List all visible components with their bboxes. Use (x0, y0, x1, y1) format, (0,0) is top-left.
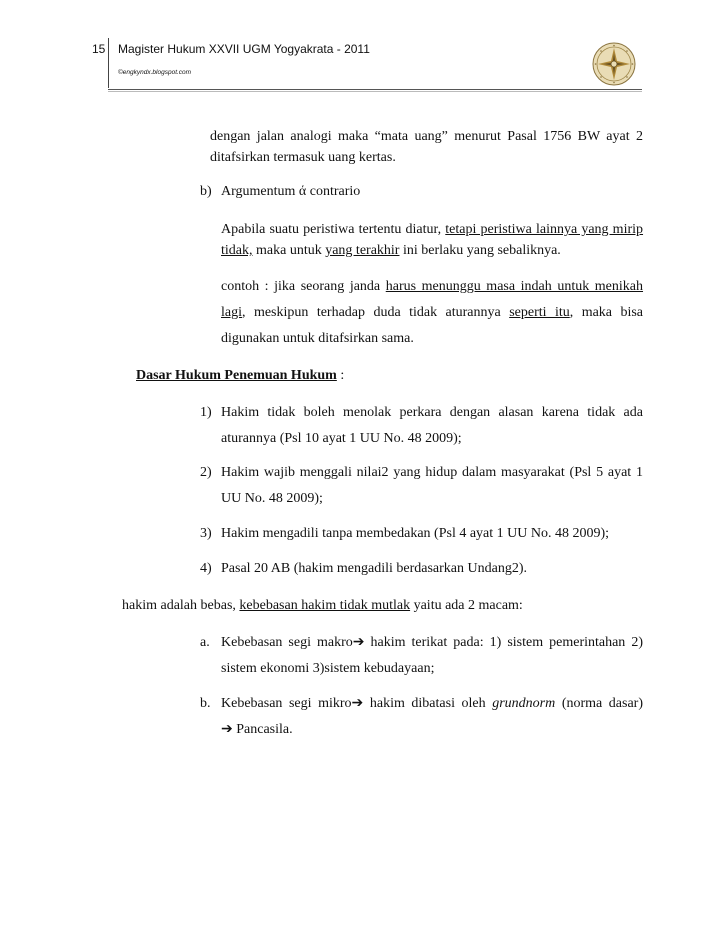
apabila-text-1: Apabila suatu peristiwa tertentu diatur, (221, 222, 442, 237)
header-rule (108, 89, 642, 90)
bebas-underlined: kebebasan hakim tidak mutlak (239, 598, 411, 613)
header-rule-shadow (108, 91, 642, 92)
kebebasan-intro (122, 595, 642, 616)
dasar-hukum-heading: Dasar Hukum Penemuan Hukum (136, 368, 337, 383)
section-heading (136, 365, 344, 386)
header-subtitle: ©engkyndx.blogspot.com (118, 69, 192, 76)
apabila-line-1 (221, 219, 643, 240)
contoh-underlined-1: harus menunggu masa indah untuk menikah (385, 279, 644, 294)
item-1-line-1: Hakim tidak boleh menolak perkara dengan alasan karena tidak ada (221, 405, 643, 420)
bebas-text-1: hakim adalah bebas, (122, 598, 236, 613)
contoh-line-2 (221, 302, 643, 323)
item-2-line-2: UU No. 48 2009); (221, 491, 323, 506)
contoh-underlined-2: lagi (221, 305, 242, 320)
item-3-label: 3) (200, 526, 212, 541)
apabila-underlined-2: tidak, (221, 243, 253, 258)
apabila-underlined-3: yang terakhir (325, 243, 400, 258)
list-label-a: a. (200, 635, 210, 650)
header-title: Magister Hukum XXVII UGM Yogyakrata - 2011 (118, 42, 370, 56)
item-1-line-2: aturannya (Psl 10 ayat 1 UU No. 48 2009); (221, 431, 462, 446)
mikro-text-1: Kebebasan segi mikro➔ hakim dibatasi oleh (221, 696, 486, 711)
contoh-line-3: digunakan untuk ditafsirkan sama. (221, 331, 414, 346)
analogi-line-1: dengan jalan analogi maka “mata uang” menurut Pasal 1756 BW ayat 2 (210, 129, 643, 144)
item-2-line-1: Hakim wajib menggali nilai2 yang hidup dalam masyarakat (Psl 5 ayat 1 (221, 465, 643, 480)
apabila-underlined-1: tetapi peristiwa lainnya yang mirip (445, 222, 644, 237)
mikro-text-2: (norma dasar) (561, 696, 644, 711)
header-divider-vertical (108, 38, 109, 88)
contoh-line-1 (221, 276, 643, 297)
mikro-line-2: ➔ Pancasila. (221, 722, 293, 737)
item-4-line-1: Pasal 20 AB (hakim mengadili berdasarkan Undang2). (221, 561, 527, 576)
analogi-line-2: ditafsirkan termasuk uang kertas. (210, 150, 396, 165)
item-4-label: 4) (200, 561, 212, 576)
item-3-line-1: Hakim mengadili tanpa membedakan (Psl 4 ayat 1 UU No. 48 2009); (221, 526, 610, 541)
contoh-text-3: , maka bisa (569, 305, 644, 320)
contoh-text-1: contoh : jika seorang janda (221, 279, 381, 294)
mikro-line-1 (221, 693, 643, 714)
university-seal-icon (592, 42, 636, 86)
mikro-italic: grundnorm (492, 696, 556, 711)
makro-line-1: Kebebasan segi makro➔ hakim terikat pada: 1) sistem pemerintahan 2) (221, 635, 643, 650)
list-label-b-dot: b. (200, 696, 211, 711)
apabila-text-3: ini berlaku yang sebaliknya. (402, 243, 561, 258)
contoh-text-2: , meskipun terhadap duda tidak aturannya (242, 305, 501, 320)
dasar-hukum-colon: : (340, 368, 345, 383)
contoh-underlined-3: seperti itu (509, 305, 570, 320)
bebas-text-2: yaitu ada 2 macam: (413, 598, 523, 613)
item-1-label: 1) (200, 405, 212, 420)
apabila-line-2 (221, 240, 643, 261)
argumentum-heading: Argumentum ά contrario (221, 184, 361, 199)
list-label-b: b) (200, 184, 212, 199)
item-2-label: 2) (200, 465, 212, 480)
makro-line-2: sistem ekonomi 3)sistem kebudayaan; (221, 661, 435, 676)
apabila-text-2: maka untuk (256, 243, 322, 258)
page-number: 15 (92, 42, 106, 56)
